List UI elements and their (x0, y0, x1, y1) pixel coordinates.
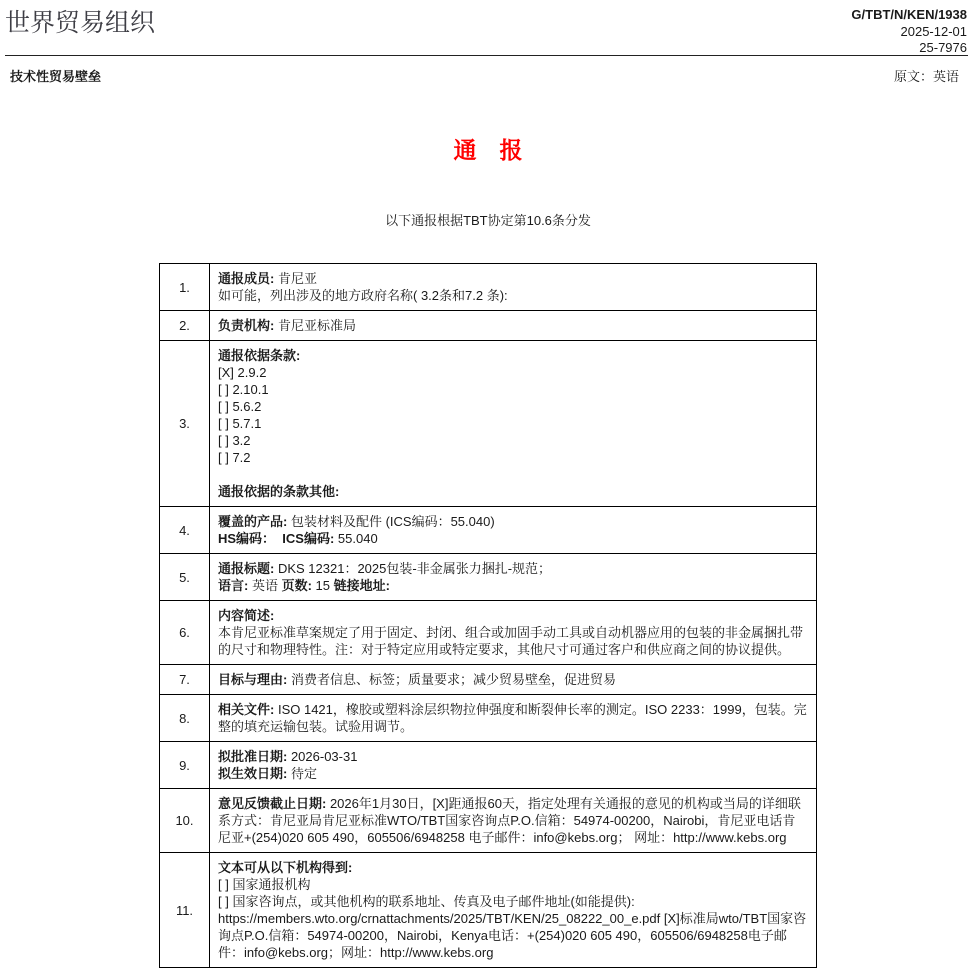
field-label: 通报成员: (218, 271, 275, 286)
field-value: 消费者信息、标签；质量要求；减少贸易壁垒，促进贸易 (287, 672, 616, 687)
row-content-cell (210, 264, 817, 311)
original-language: 原文：英语 (893, 69, 959, 84)
cell-line (218, 765, 808, 782)
row-number-cell: 10. (160, 789, 210, 853)
row-content-cell (210, 665, 817, 695)
notification-title: 通 报 (453, 137, 523, 163)
field-value: [ ] 7.2 (218, 450, 251, 465)
field-value: [ ] 国家通报机构 (218, 877, 311, 892)
table-row (160, 853, 817, 968)
field-label: HS编码： (218, 531, 276, 546)
row-number-cell: 6. (160, 601, 210, 665)
field-value: DKS 12321：2025包装-非金属张力捆扎-规范； (274, 561, 552, 576)
table-row (160, 601, 817, 665)
row-number-cell: 11. (160, 853, 210, 968)
notification-table (159, 263, 817, 968)
cell-line (218, 671, 808, 688)
cell-line (218, 415, 808, 432)
field-value: [ ] 3.2 (218, 433, 251, 448)
field-label: 意见反馈截止日期: (218, 796, 327, 811)
row-content-cell (210, 853, 817, 968)
cell-line (218, 483, 808, 500)
table-row (160, 507, 817, 554)
field-value: 肯尼亚标准局 (274, 318, 356, 333)
row-number-cell: 7. (160, 665, 210, 695)
doc-symbol: G/TBT/N/KEN/1938 (851, 7, 967, 22)
cell-line (218, 748, 808, 765)
field-label: 文本可从以下机构得到: (218, 860, 353, 875)
cell-line (218, 577, 808, 594)
field-label: 拟批准日期: (218, 749, 288, 764)
cell-line (218, 347, 808, 364)
cell-line (218, 466, 808, 483)
row-content-cell (210, 507, 817, 554)
table-row (160, 311, 817, 341)
cell-line (218, 607, 808, 624)
field-value: https://members.wto.org/crnattachments/2025/TBT/KEN/25_08222_00_e.pdf [X]标准局wto/TBT国家咨询点P.O.信箱：54974-00200，Nairobi，Kenya电话：+(254)020 605 490，605506/6948258电子邮件：info@kebs.org；网址：http://www.kebs.org (218, 911, 807, 960)
row-content-cell (210, 554, 817, 601)
cell-line (218, 624, 808, 658)
field-value: [ ] 5.7.1 (218, 416, 262, 431)
field-value: [ ] 5.6.2 (218, 399, 262, 414)
row-number-cell: 4. (160, 507, 210, 554)
field-label: 链接地址: (333, 578, 390, 593)
field-value: 15 (311, 578, 334, 593)
cell-line (218, 270, 808, 287)
subheader (5, 56, 968, 85)
field-value: [X] 2.9.2 (218, 365, 267, 380)
cell-line (218, 287, 808, 304)
row-number-cell: 1. (160, 264, 210, 311)
field-label: 拟生效日期: (218, 766, 288, 781)
cell-line (218, 381, 808, 398)
field-value: 2026年1月30日，[X]距通报60天，指定处理有关通报的意见的机构或当局的详细联系方式：肯尼亚局肯尼亚标准WTO/TBT国家咨询点P.O.信箱：54974-00200，Nairobi，肯尼亚电话肯尼亚+(254)020 605 490，605506/6948258 电子邮件：info@kebs.org； 网址：http://www.kebs.org (218, 796, 801, 845)
cell-line (218, 910, 808, 961)
table-row (160, 695, 817, 742)
field-label: ICS编码: (282, 531, 335, 546)
row-number-cell: 2. (160, 311, 210, 341)
cell-line (218, 449, 808, 466)
table-row (160, 554, 817, 601)
cell-line (218, 530, 808, 547)
field-label: 通报依据的条款其他: (218, 484, 340, 499)
field-label: 页数: (281, 578, 312, 593)
row-content-cell (210, 601, 817, 665)
row-number-cell: 9. (160, 742, 210, 789)
document-header (0, 0, 976, 85)
table-row (160, 742, 817, 789)
row-content-cell (210, 341, 817, 507)
field-value: [ ] 国家咨询点，或其他机构的联系地址、传真及电子邮件地址(如能提供): (218, 894, 635, 909)
cell-line (218, 876, 808, 893)
table-row (160, 665, 817, 695)
field-label: 目标与理由: (218, 672, 288, 687)
row-number-cell: 5. (160, 554, 210, 601)
field-label: 语言: (218, 578, 249, 593)
table-row (160, 341, 817, 507)
cell-line (218, 893, 808, 910)
cell-line (218, 513, 808, 530)
field-label: 通报依据条款: (218, 348, 301, 363)
field-value: 肯尼亚 (274, 271, 317, 286)
field-label: 负责机构: (218, 318, 275, 333)
table-row (160, 264, 817, 311)
doc-date: 2025-12-01 (900, 23, 967, 39)
row-number-cell: 3. (160, 341, 210, 507)
cell-line (218, 560, 808, 577)
doc-number: 25-7976 (919, 40, 967, 55)
distribution-note: 以下通报根据TBT协定第10.6条分发 (385, 213, 591, 228)
cell-line (218, 364, 808, 381)
row-number-cell: 8. (160, 695, 210, 742)
committee-title: 技术性贸易壁垒 (10, 69, 102, 84)
field-value: ISO 1421，橡胶或塑料涂层织物拉伸强度和断裂伸长率的测定。ISO 2233：1999，包装。完整的填充运输包装。试验用调节。 (218, 702, 807, 734)
field-value: 包装材料及配件 (ICS编码：55.040) (287, 514, 495, 529)
field-label: 覆盖的产品: (218, 514, 288, 529)
row-content-cell (210, 789, 817, 853)
doc-refs (851, 7, 967, 57)
field-value: 如可能，列出涉及的地方政府名称( 3.2条和7.2 条): (218, 288, 508, 303)
field-value: [ ] 2.10.1 (218, 382, 269, 397)
field-label: 相关文件: (218, 702, 275, 717)
field-value: 待定 (287, 766, 317, 781)
field-value: 本肯尼亚标准草案规定了用于固定、封闭、组合或加固手动工具或自动机器应用的包装的非金属捆扎带的尺寸和物理特性。注：对于特定应用或特定要求，其他尺寸可通过客户和供应商之间的协议提供。 (218, 625, 804, 657)
org-title: 世界贸易组织 (5, 9, 156, 37)
cell-line (218, 432, 808, 449)
row-content-cell (210, 311, 817, 341)
cell-line (218, 795, 808, 846)
field-value: 英语 (248, 578, 282, 593)
row-content-cell (210, 742, 817, 789)
table-row (160, 789, 817, 853)
field-label: 通报标题: (218, 561, 275, 576)
cell-line (218, 317, 808, 334)
cell-line (218, 701, 808, 735)
cell-line (218, 859, 808, 876)
field-value: 2026-03-31 (287, 749, 358, 764)
cell-line (218, 398, 808, 415)
notification-table-body (160, 264, 817, 968)
field-value: 55.040 (334, 531, 378, 546)
field-label: 内容简述: (218, 608, 275, 623)
row-content-cell (210, 695, 817, 742)
